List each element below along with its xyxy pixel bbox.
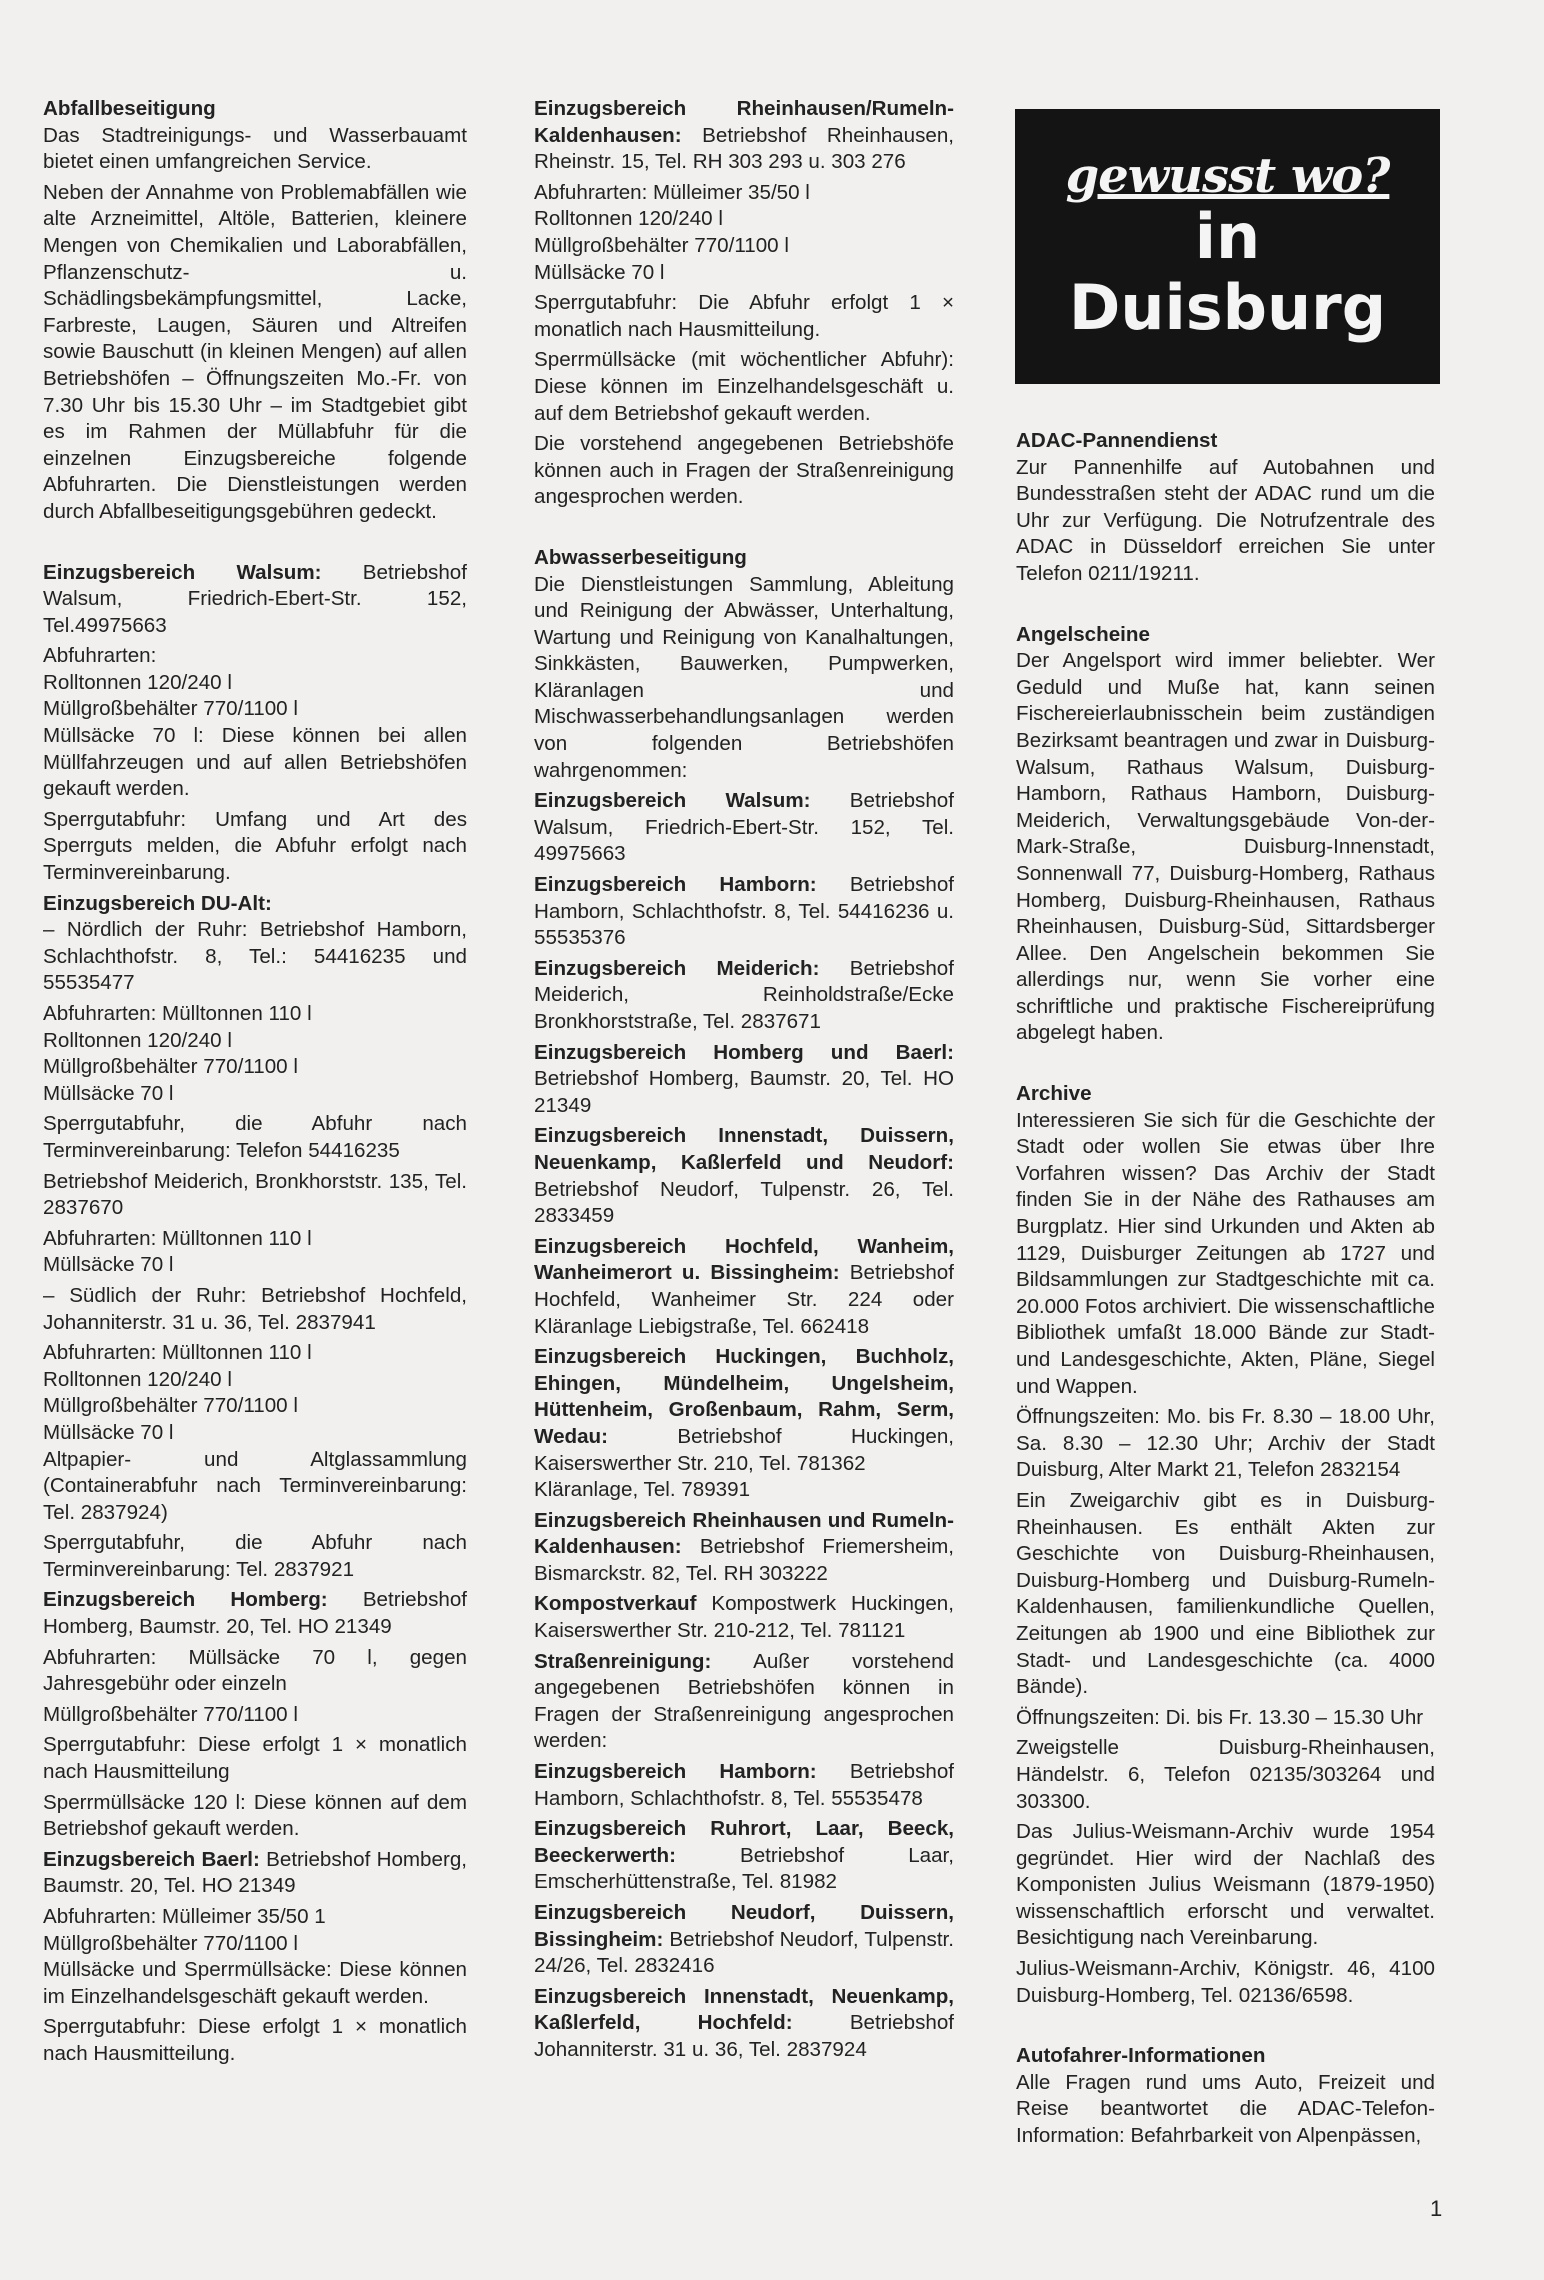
gewusst-wo-duisburg-logo: [1015, 109, 1440, 384]
paragraph-text: Betriebshof Homberg, Baumstr. 20, Tel. HO 21349: [534, 1067, 954, 1117]
area-label: Straßenreinigung:: [534, 1649, 712, 1673]
paragraph-text: Betriebshof Rheinhausen, Rheinstr. 15, Tel. RH 303 293 u. 303 276: [534, 123, 954, 174]
section-title: Angelscheine: [1016, 622, 1150, 646]
paragraph-text: Sperrmüllsäcke (mit wöchentlicher Abfuhr): Diese können im Einzelhandelsgeschäft u. auf dem Betriebshof gekauft werden.: [534, 348, 954, 425]
paragraph: [1016, 428, 1435, 588]
area-label: Einzugsbereich Hamborn:: [534, 1760, 817, 1784]
paragraph-text: Abfuhrarten: Mülltonnen 110 l Rolltonnen 120/240 l Müllgroßbehälter 770/1100 l Müllsäcke 70 l: [43, 1002, 312, 1105]
paragraph: [534, 956, 954, 1036]
section-title: Archive: [1016, 1082, 1092, 1106]
paragraph: [534, 788, 954, 868]
paragraph: [43, 1226, 467, 1279]
paragraph: [1016, 1735, 1435, 1815]
paragraph: [1016, 2043, 1435, 2149]
paragraph: [43, 1847, 467, 1900]
paragraph: [534, 1344, 954, 1504]
column-middle: [534, 96, 954, 2068]
paragraph: [43, 807, 467, 887]
paragraph-text: Abfuhrarten: Mülltonnen 110 l Rolltonnen 120/240 l Müllgroßbehälter 770/1100 l Müllsäcke 70 l Altpapier- und Altglassammlung (Containerabfuhr nach Terminvereinbarung: Tel. 2837924): [43, 1341, 467, 1524]
paragraph: [43, 2014, 467, 2067]
paragraph: [43, 1732, 467, 1785]
paragraph-text: Ein Zweigarchiv gibt es in Duisburg-Rheinhausen. Es enthält Akten zur Geschichte von Duisburg-Rheinhausen, Duisburg-Homberg und Duisburg-Rumeln-Kaldenhausen, familienkundliche Quellen, Zeitungen ab 1900 und eine Bibliothek zur Stadt- und Landesgeschichte (ca. 4000 Bände).: [1016, 1488, 1435, 1699]
paragraph-text: Öffnungszeiten: Mo. bis Fr. 8.30 – 18.00 Uhr, Sa. 8.30 – 12.30 Uhr; Archiv der Stadt Duisburg, Alter Markt 21, Telefon 2832154: [1016, 1405, 1435, 1482]
paragraph-text: Betriebshof Neudorf, Tulpenstr. 24/26, Tel. 2832416: [534, 1927, 954, 1978]
page-number: 1: [1430, 2196, 1443, 2221]
column-right: [1016, 428, 1435, 2154]
paragraph-text: Sperrgutabfuhr: Umfang und Art des Sperrguts melden, die Abfuhr erfolgt nach Terminvereinbarung.: [43, 807, 467, 885]
paragraph: [534, 1591, 954, 1644]
section-gap: [43, 530, 467, 560]
paragraph-text: Abfuhrarten: Mülleimer 35/50 1 Müllgroßbehälter 770/1100 l Müllsäcke und Sperrmüllsäcke: Diese können im Einzelhandelsgeschäft gekauft werden.: [43, 1905, 467, 2008]
paragraph-text: Zweigstelle Duisburg-Rheinhausen, Händelstr. 6, Telefon 02135/303264 und 303300.: [1016, 1736, 1435, 1813]
paragraph-text: Sperrgutabfuhr: Diese erfolgt 1 × monatlich nach Hausmitteilung: [43, 1733, 467, 1784]
paragraph-text: Außer vorstehend angegebenen Betriebshöfen können in Fragen der Straßenreinigung angesprochen werden:: [534, 1649, 954, 1753]
column-left: [43, 96, 467, 2072]
area-label: Einzugsbereich Walsum:: [534, 789, 811, 813]
paragraph: [534, 290, 954, 343]
logo-city: Duisburg: [1068, 270, 1387, 344]
area-label: Einzugsbereich Innenstadt, Neuenkamp, Kaßlerfeld, Hochfeld:: [534, 1984, 954, 2035]
area-label: Einzugsbereich Huckingen, Buchholz, Ehingen, Mündelheim, Ungelsheim, Hüttenheim, Großenbaum, Rahm, Serm, Wedau:: [534, 1345, 954, 1448]
paragraph: [43, 1702, 467, 1729]
area-label: Einzugsbereich Homberg und Baerl:: [534, 1040, 954, 1064]
paragraph: [1016, 622, 1435, 1048]
area-label: Einzugsbereich Homberg:: [43, 1588, 328, 1612]
area-label: Einzugsbereich Rheinhausen und Rumeln-Kaldenhausen:: [534, 1508, 954, 1559]
paragraph-text: Betriebshof Huckingen, Kaiserswerther Str. 210, Tel. 781362 Kläranlage, Tel. 789391: [534, 1424, 954, 1502]
paragraph: [534, 431, 954, 511]
paragraph: [43, 1790, 467, 1843]
paragraph-text: Betriebshof Hamborn, Schlachthofstr. 8, Tel. 54416236 u. 55535376: [534, 873, 954, 950]
paragraph: [1016, 1705, 1435, 1732]
paragraph-text: Abfuhrarten: Mülltonnen 110 l Müllsäcke 70 l: [43, 1226, 312, 1277]
paragraph-text: Betriebshof Neudorf, Tulpenstr. 26, Tel. 2833459: [534, 1177, 954, 1228]
paragraph-text: Öffnungszeiten: Di. bis Fr. 13.30 – 15.30 Uhr: [1016, 1705, 1424, 1729]
paragraph: [43, 1587, 467, 1640]
paragraph-text: Abfuhrarten: Mülleimer 35/50 l Rolltonnen 120/240 l Müllgroßbehälter 770/1100 l Müllsäcke 70 l: [534, 180, 810, 284]
paragraph: [43, 1530, 467, 1583]
paragraph: [43, 643, 467, 803]
section-gap: [1016, 592, 1435, 622]
area-label: Einzugsbereich Baerl:: [43, 1847, 260, 1871]
paragraph: [43, 180, 467, 526]
paragraph-text: Alle Fragen rund ums Auto, Freizeit und Reise beantwortet die ADAC-Telefon-Information: Befahrbarkeit von Alpenpässen,: [1016, 2070, 1435, 2148]
paragraph: [1016, 1819, 1435, 1952]
area-label: Einzugsbereich Meiderich:: [534, 956, 820, 980]
paragraph-text: Julius-Weismann-Archiv, Königstr. 46, 4100 Duisburg-Homberg, Tel. 02136/6598.: [1016, 1957, 1435, 2007]
paragraph: [43, 1283, 467, 1336]
area-label: Einzugsbereich Hamborn:: [534, 873, 817, 897]
section-gap: [1016, 2013, 1435, 2043]
area-label: Einzugsbereich Rheinhausen/Rumeln-Kaldenhausen:: [534, 97, 954, 147]
paragraph-text: Neben der Annahme von Problemabfällen wie alte Arzneimittel, Altöle, Batterien, kleinere Mengen von Chemikalien und Laborabfällen, Pflanzenschutz- u. Schädlingsbekämpfungsmittel, Lacke, Farbreste, Laugen, Säuren und Altreifen sowie Bauschutt (in kleinen Mengen) auf allen Betriebshöfen – Öffnungszeiten Mo.-Fr. von 7.30 Uhr bis 15.30 Uhr – im Stadtgebiet gibt es im Rahmen der Müllabfuhr für die einzelnen Einzugsbereiche folgende Abfuhrarten. Die Dienstleistungen werden durch Abfallbeseitigungsgebühren gedeckt.: [43, 180, 467, 523]
paragraph-text: Abfuhrarten: Rolltonnen 120/240 l Müllgroßbehälter 770/1100 l Müllsäcke 70 l: Diese können bei allen Müllfahrzeugen und auf allen Betriebshöfen gekauft werden.: [43, 644, 467, 801]
paragraph-text: Sperrgutabfuhr: Die Abfuhr erfolgt 1 × monatlich nach Hausmitteilung.: [534, 291, 954, 341]
paragraph-text: Betriebshof Laar, Emscherhüttenstraße, Tel. 81982: [534, 1843, 954, 1894]
paragraph: [534, 1759, 954, 1812]
paragraph-text: Betriebshof Hochfeld, Wanheimer Str. 224 oder Kläranlage Liebigstraße, Tel. 662418: [534, 1261, 954, 1338]
paragraph: [43, 1111, 467, 1164]
paragraph-text: Betriebshof Johanniterstr. 31 u. 36, Tel. 2837924: [534, 2011, 954, 2061]
paragraph: [43, 1340, 467, 1526]
section-title: Einzugsbereich DU-Alt:: [43, 891, 272, 915]
paragraph: [1016, 1956, 1435, 2009]
paragraph: [534, 96, 954, 176]
paragraph-text: Betriebshof Homberg, Baumstr. 20, Tel. HO 21349: [43, 1588, 467, 1639]
paragraph: [43, 96, 467, 176]
paragraph-text: Betriebshof Meiderich, Bronkhorststr. 135, Tel. 2837670: [43, 1169, 467, 1220]
paragraph: [43, 891, 467, 997]
paragraph-text: – Südlich der Ruhr: Betriebshof Hochfeld, Johanniterstr. 31 u. 36, Tel. 2837941: [43, 1283, 467, 1334]
section-title: Abwasserbeseitigung: [534, 545, 747, 569]
paragraph-text: – Nördlich der Ruhr: Betriebshof Hamborn, Schlachthofstr. 8, Tel.: 54416235 und 55535477: [43, 918, 467, 995]
paragraph: [534, 1234, 954, 1340]
paragraph: [534, 1040, 954, 1120]
paragraph: [1016, 1081, 1435, 1400]
paragraph-text: Kompostwerk Huckingen, Kaiserswerther Str. 210-212, Tel. 781121: [534, 1592, 954, 1643]
paragraph-text: Sperrgutabfuhr, die Abfuhr nach Terminvereinbarung: Tel. 2837921: [43, 1531, 467, 1581]
paragraph-text: Sperrgutabfuhr: Diese erfolgt 1 × monatlich nach Hausmitteilung.: [43, 2015, 467, 2065]
area-label: Einzugsbereich Innenstadt, Duissern, Neuenkamp, Kaßlerfeld und Neudorf:: [534, 1124, 954, 1174]
logo-slogan: gewusst wo?: [1065, 147, 1390, 204]
section-gap: [534, 515, 954, 545]
area-label: Einzugsbereich Hochfeld, Wanheim, Wanheimerort u. Bissingheim:: [534, 1234, 954, 1285]
logo-in: in: [1194, 199, 1261, 273]
paragraph-text: Betriebshof Homberg, Baumstr. 20, Tel. HO 21349: [43, 1847, 468, 1898]
paragraph-text: Sperrmüllsäcke 120 l: Diese können auf dem Betriebshof gekauft werden.: [43, 1790, 467, 1841]
paragraph: [534, 1649, 954, 1755]
paragraph: [534, 347, 954, 427]
paragraph-text: Abfuhrarten: Müllsäcke 70 l, gegen Jahresgebühr oder einzeln: [43, 1645, 467, 1696]
paragraph: [1016, 1404, 1435, 1484]
area-label: Einzugsbereich Ruhrort, Laar, Beeck, Beeckerwerth:: [534, 1817, 954, 1867]
section-gap: [1016, 1051, 1435, 1081]
paragraph-text: Der Angelsport wird immer beliebter. Wer Geduld und Muße hat, kann seinen Fischereierlaubnisschein beim zuständigen Bezirksamt beantragen und zwar in Duisburg-Walsum, Rathaus Walsum, Duisburg-Hamborn, Rathaus Hamborn, Duisburg-Meiderich, Verwaltungsgebäude Von-der-Mark-Straße, Duisburg-Innenstadt, Sonnenwall 77, Duisburg-Homberg, Rathaus Homberg, Duisburg-Rheinhausen, Rathaus Rheinhausen, Duisburg-Süd, Sittardsberger Allee. Den Angelschein bekommen Sie allerdings nur, wenn Sie vorher eine schriftliche und praktische Fischereiprüfung abgelegt haben.: [1016, 649, 1435, 1045]
paragraph: [534, 872, 954, 952]
area-label: Einzugsbereich Neudorf, Duissern, Bissingheim:: [534, 1901, 954, 1951]
paragraph: [1016, 1488, 1435, 1701]
paragraph-text: Betriebshof Walsum, Friedrich-Ebert-Str. 152, Tel. 49975663: [534, 789, 954, 866]
paragraph-text: Betriebshof Friemersheim, Bismarckstr. 82, Tel. RH 303222: [534, 1535, 954, 1585]
area-label: Einzugsbereich Walsum:: [43, 560, 322, 584]
paragraph-text: Sperrgutabfuhr, die Abfuhr nach Terminvereinbarung: Telefon 54416235: [43, 1112, 467, 1162]
paragraph: [43, 1001, 467, 1107]
paragraph-text: Das Stadtreinigungs- und Wasserbauamt bietet einen umfangreichen Service.: [43, 123, 467, 174]
paragraph: [43, 560, 467, 640]
paragraph: [534, 545, 954, 784]
paragraph-text: Betriebshof Hamborn, Schlachthofstr. 8, Tel. 55535478: [534, 1760, 954, 1810]
paragraph: [43, 1904, 467, 2010]
paragraph-text: Die vorstehend angegebenen Betriebshöfe können auch in Fragen der Straßenreinigung angesprochen werden.: [534, 432, 954, 509]
section-title: Autofahrer-Informationen: [1016, 2044, 1266, 2068]
paragraph-text: Die Dienstleistungen Sammlung, Ableitung und Reinigung der Abwässer, Unterhaltung, Wartung und Reinigung von Kanalhaltungen, Sinkkästen, Bauwerken, Pumpwerken, Kläranlagen und Mischwasserbehandlungsanlagen werden von folgenden Betriebshöfen wahrgenommen:: [534, 572, 954, 782]
paragraph: [534, 1508, 954, 1588]
paragraph: [534, 180, 954, 286]
area-label: Kompostverkauf: [534, 1592, 697, 1616]
paragraph: [43, 1169, 467, 1222]
section-title: Abfallbeseitigung: [43, 97, 216, 120]
paragraph-text: Müllgroßbehälter 770/1100 l: [43, 1702, 298, 1726]
paragraph: [534, 1816, 954, 1896]
paragraph: [534, 1900, 954, 1980]
paragraph: [534, 1984, 954, 2064]
paragraph-text: Betriebshof Walsum, Friedrich-Ebert-Str. 152, Tel.49975663: [43, 560, 467, 637]
paragraph-text: Betriebshof Meiderich, Reinholdstraße/Ecke Bronkhorststraße, Tel. 2837671: [534, 956, 954, 1033]
paragraph-text: Das Julius-Weismann-Archiv wurde 1954 gegründet. Hier wird der Nachlaß des Komponisten Julius Weismann (1879-1950) wissenschaftlich erforscht und verwaltet. Besichtigung nach Vereinbarung.: [1016, 1820, 1435, 1950]
paragraph-text: Zur Pannenhilfe auf Autobahnen und Bundesstraßen steht der ADAC rund um die Uhr zur Verfügung. Die Notrufzentrale des ADAC in Düsseldorf erreichen Sie unter Telefon 0211/19211.: [1016, 455, 1435, 585]
section-title: ADAC-Pannendienst: [1016, 429, 1218, 452]
paragraph-text: Interessieren Sie sich für die Geschichte der Stadt oder wollen Sie etwas über Ihre Vorfahren wissen? Das Archiv der Stadt finden Sie in der Nähe des Rathauses am Burgplatz. Hier sind Urkunden und Akten ab 1129, Duisburger Zeitungen ab 1727 und Bildsammlungen zur Stadtgeschichte mit ca. 20.000 Fotos archiviert. Die wissenschaftliche Bibliothek umfaßt 18.000 Bände zur Stadt- und Landesgeschichte, Akten, Pläne, Siegel und Wappen.: [1016, 1108, 1435, 1398]
paragraph: [534, 1123, 954, 1229]
paragraph: [43, 1645, 467, 1698]
